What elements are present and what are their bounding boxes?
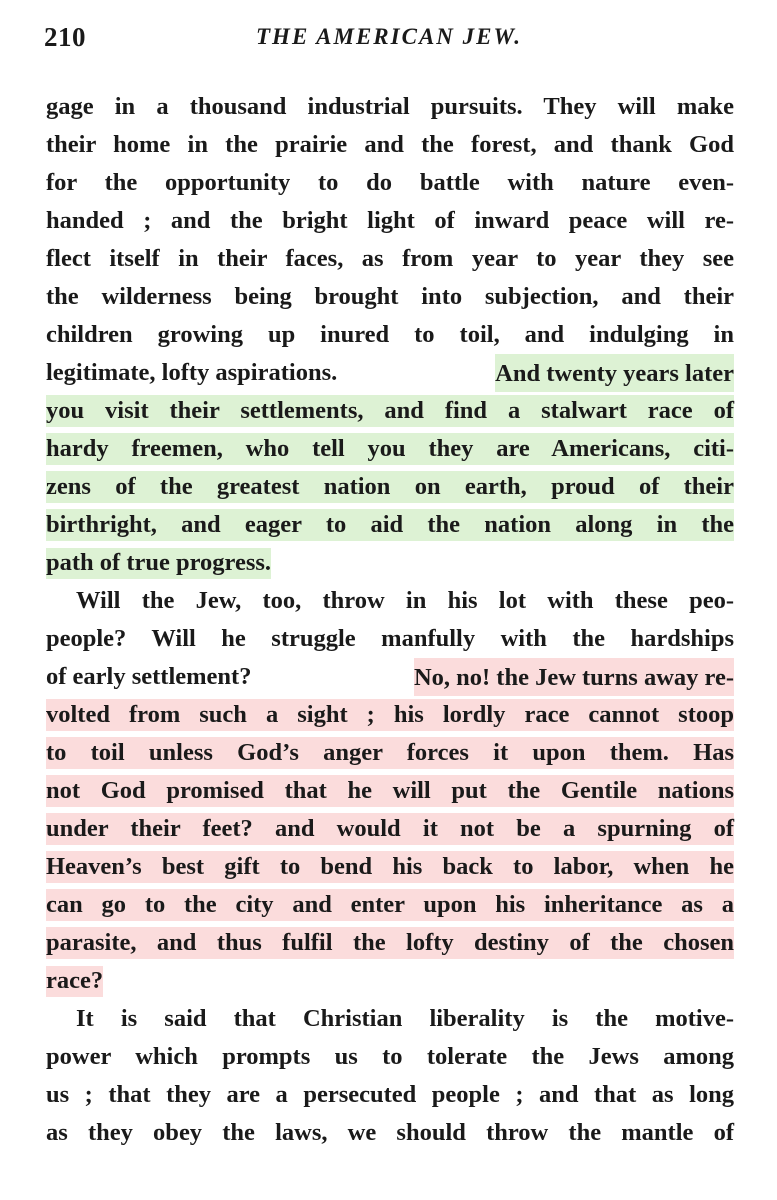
highlight-pink: No, no! the Jew turns away re- xyxy=(414,658,734,700)
text-line: It is said that Christian liberality is the motive- xyxy=(76,1005,734,1032)
highlighted-line-green: zens of the greatest nation on earth, proud of their xyxy=(46,468,734,506)
highlighted-line-pink: volted from such a sight ; his lordly race cannot stoop xyxy=(46,696,734,734)
highlighted-line-green: birthright, and eager to aid the nation along in the xyxy=(46,506,734,544)
text-line: handed ; and the bright light of inward peace will re- xyxy=(46,207,734,234)
text-line: children growing up inured to toil, and indulging in xyxy=(46,321,734,348)
text-line: gage in a thousand industrial pursuits. They will make xyxy=(46,93,734,120)
text-line: flect itself in their faces, as from year to year they see xyxy=(46,245,734,272)
body-text xyxy=(46,88,734,1152)
text-line: as they obey the laws, we should throw the mantle of xyxy=(46,1119,734,1146)
text-segment: of early settlement? xyxy=(46,663,252,690)
text-line: Will the Jew, too, throw in his lot with these peo- xyxy=(76,587,734,614)
text-line: for the opportunity to do battle with nature even- xyxy=(46,169,734,196)
highlighted-line-pink: parasite, and thus fulfil the lofty destiny of the chosen xyxy=(46,924,734,962)
highlighted-line-pink: under their feet? and would it not be a spurning of xyxy=(46,810,734,848)
text-line: power which prompts us to tolerate the Jews among xyxy=(46,1043,734,1070)
text-line: the wilderness being brought into subjection, and their xyxy=(46,283,734,310)
highlighted-line-green: you visit their settlements, and find a stalwart race of xyxy=(46,392,734,430)
text-line: us ; that they are a persecuted people ; and that as long xyxy=(46,1081,734,1108)
page-number: 210 xyxy=(44,22,86,52)
highlight-green: And twenty years later xyxy=(495,354,734,396)
highlighted-line-pink: Heaven’s best gift to bend his back to labor, when he xyxy=(46,848,734,886)
text-line xyxy=(46,962,734,1000)
highlight-pink: race? xyxy=(46,966,103,997)
highlight-green: path of true progress. xyxy=(46,548,271,579)
highlighted-line-green: hardy freemen, who tell you they are Americans, citi- xyxy=(46,430,734,468)
text-line: their home in the prairie and the forest, and thank God xyxy=(46,131,734,158)
highlighted-line-pink: to toil unless God’s anger forces it upon them. Has xyxy=(46,734,734,772)
running-head: THE AMERICAN JEW. xyxy=(256,24,522,49)
text-segment: legitimate, lofty aspirations. xyxy=(46,359,338,386)
highlighted-line-pink: can go to the city and enter upon his inheritance as a xyxy=(46,886,734,924)
text-line: people? Will he struggle manfully with the hardships xyxy=(46,625,734,652)
text-line xyxy=(46,544,734,582)
highlighted-line-pink: not God promised that he will put the Gentile nations xyxy=(46,772,734,810)
text-line xyxy=(46,354,734,392)
page-header xyxy=(44,22,734,56)
text-line xyxy=(46,658,734,696)
